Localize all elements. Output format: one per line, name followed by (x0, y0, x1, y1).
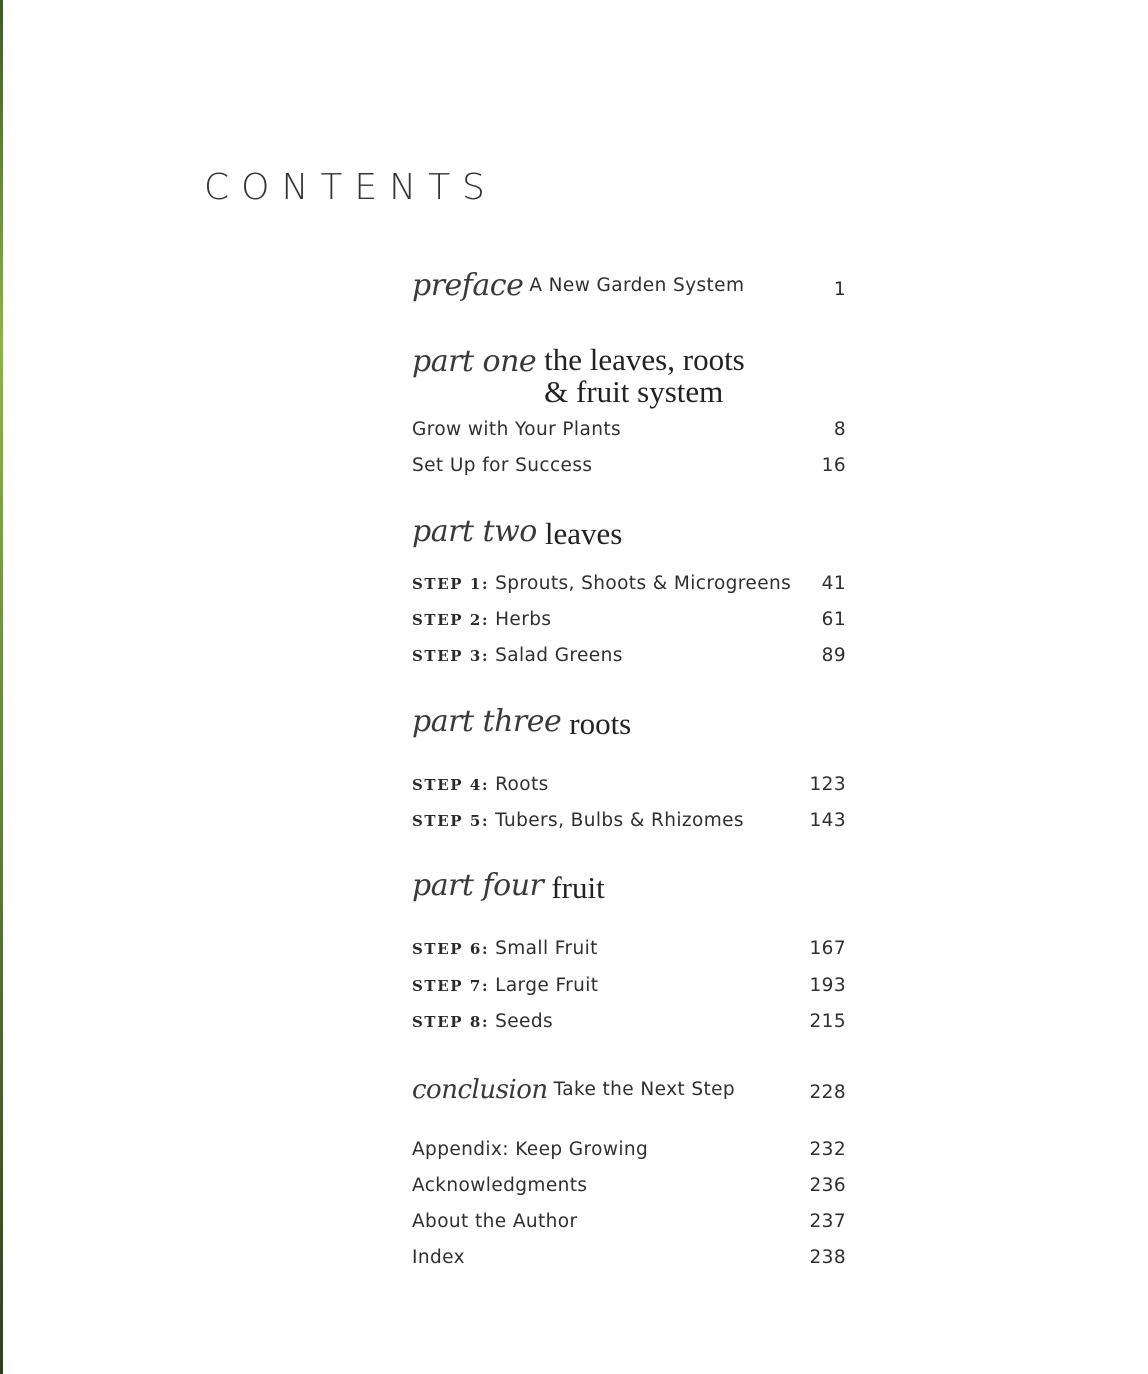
entry-page: 123 (809, 774, 846, 795)
part-three-heading (412, 704, 846, 740)
preface-page: 1 (833, 279, 846, 300)
step-label: STEP 2: (412, 611, 490, 629)
entry-title: Seeds (495, 1011, 553, 1032)
step-label: STEP 6: (412, 940, 490, 958)
entry-page: 193 (809, 975, 846, 996)
conclusion-title: Take the Next Step (553, 1079, 736, 1100)
part-four-script-label: part four (412, 868, 544, 903)
toc-entry[interactable] (412, 1010, 846, 1034)
part-three-script-label: part three (412, 704, 562, 739)
part-one-title-line1: the leaves, roots (544, 342, 745, 377)
entry-page: 41 (821, 573, 846, 594)
entry-title: Small Fruit (495, 938, 598, 959)
toc-entry[interactable] (412, 644, 846, 668)
part-two-script-label: part two (412, 514, 537, 549)
entry-page: 143 (809, 810, 846, 831)
preface-script-label: preface (412, 268, 524, 303)
entry-title: About the Author (412, 1211, 578, 1232)
entry-page: 215 (809, 1011, 846, 1032)
step-label: STEP 4: (412, 776, 490, 794)
entry-page: 236 (809, 1175, 846, 1196)
toc-entry[interactable] (412, 1174, 846, 1198)
entry-page: 167 (809, 938, 846, 959)
toc-entry[interactable] (412, 454, 846, 478)
toc-entry[interactable] (412, 974, 846, 998)
page-title: CONTENTS (204, 167, 497, 208)
conclusion-page: 228 (809, 1082, 846, 1103)
entry-title: Roots (495, 774, 549, 795)
toc-entry[interactable] (412, 937, 846, 961)
conclusion-script-label: conclusion (412, 1075, 548, 1105)
step-label: STEP 3: (412, 647, 490, 665)
toc-entry[interactable] (412, 809, 846, 833)
part-one-heading (412, 344, 846, 408)
toc-preface[interactable] (412, 268, 846, 304)
entry-page: 8 (833, 419, 846, 440)
page-edge-strip (0, 0, 3, 1374)
entry-page: 61 (821, 609, 846, 630)
toc-entry[interactable] (412, 1210, 846, 1234)
entry-title: Herbs (495, 609, 552, 630)
part-one-title (544, 344, 745, 408)
part-one-title-line2: & fruit system (544, 374, 724, 409)
entry-page: 89 (821, 645, 846, 666)
entry-title: Index (412, 1247, 465, 1268)
part-two-heading (412, 514, 846, 550)
step-label: STEP 5: (412, 812, 490, 830)
toc-entry[interactable] (412, 572, 846, 596)
toc-entry[interactable] (412, 608, 846, 632)
entry-page: 16 (821, 455, 846, 476)
entry-title: Grow with Your Plants (412, 419, 622, 440)
entry-page: 232 (809, 1139, 846, 1160)
toc-entry[interactable] (412, 1138, 846, 1162)
part-two-title: leaves (544, 516, 623, 551)
part-three-title: roots (569, 706, 632, 741)
entry-page: 238 (809, 1247, 846, 1268)
toc-entry[interactable] (412, 418, 846, 442)
entry-title: Tubers, Bulbs & Rhizomes (495, 810, 744, 831)
entry-title: Acknowledgments (412, 1175, 588, 1196)
entry-title: Appendix: Keep Growing (412, 1139, 649, 1160)
step-label: STEP 8: (412, 1013, 490, 1031)
step-label: STEP 1: (412, 575, 490, 593)
entry-title: Salad Greens (495, 645, 623, 666)
toc-conclusion[interactable] (412, 1072, 846, 1108)
entry-title: Set Up for Success (412, 455, 593, 476)
part-one-script-label: part one (412, 344, 537, 379)
part-four-heading (412, 868, 846, 904)
toc-entry[interactable] (412, 773, 846, 797)
entry-title: Sprouts, Shoots & Microgreens (495, 573, 792, 594)
step-label: STEP 7: (412, 977, 490, 995)
toc-entry[interactable] (412, 1246, 846, 1270)
part-four-title: fruit (551, 870, 605, 905)
entry-title: Large Fruit (495, 975, 599, 996)
entry-page: 237 (809, 1211, 846, 1232)
preface-title: A New Garden System (529, 275, 745, 296)
